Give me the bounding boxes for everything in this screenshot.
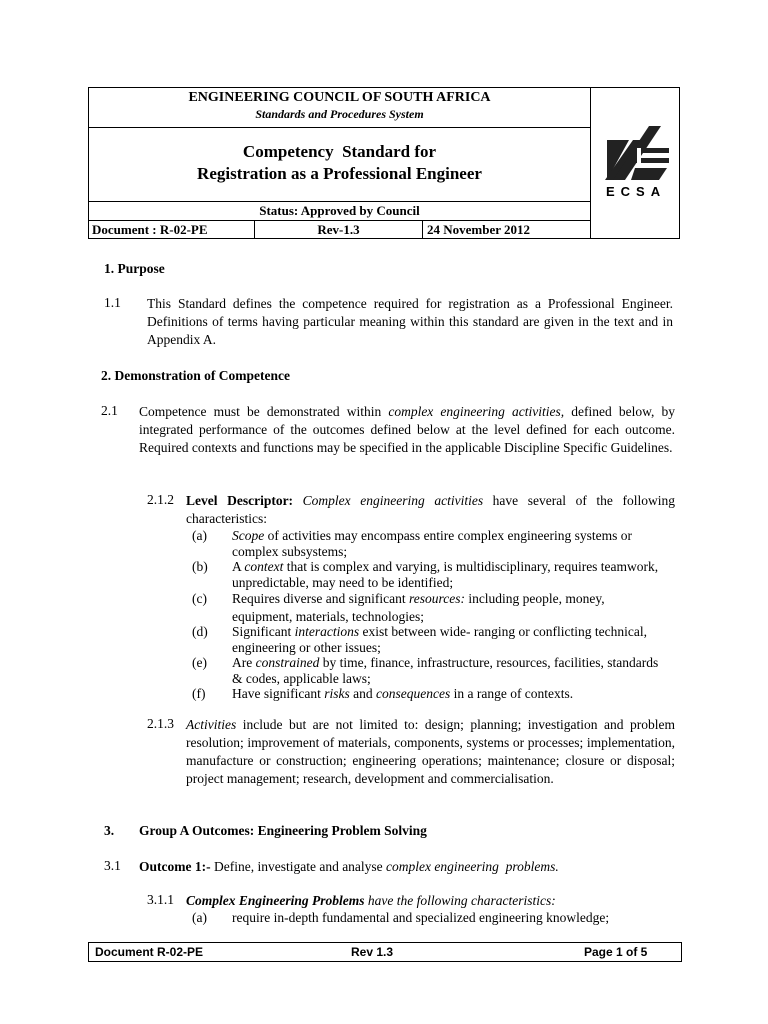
footer-page: Page 1 of 5 — [584, 945, 648, 959]
activities-term: Activities — [186, 717, 237, 732]
list-pre: Requires diverse and significant — [232, 591, 409, 606]
list-term: risks — [324, 686, 350, 701]
clause-3-1-number: 3.1 — [104, 858, 121, 873]
clause-2-1-number: 2.1 — [101, 403, 118, 418]
document-info-row — [89, 220, 591, 239]
status-text: Status: Approved by Council — [89, 202, 591, 220]
clause-3-1-1-a-text: require in-depth fundamental and specialized engineering knowledge; — [232, 910, 610, 925]
list-term: interactions — [294, 624, 360, 639]
list-marker: (e) — [192, 655, 207, 670]
list-pre: A — [232, 559, 245, 574]
outcome-1-term: complex engineering problems. — [386, 859, 559, 874]
section-3-number: 3. — [104, 823, 115, 838]
clause-2-1-text — [139, 403, 675, 457]
list-term: constrained — [255, 655, 320, 670]
clause-2-1-2-text — [186, 492, 675, 528]
list-text: of activities may encompass entire complex engineering systems or complex subsystems; — [232, 528, 633, 559]
section-2-heading: 2. Demonstration of Competence — [101, 368, 290, 383]
system-name: Standards and Procedures System — [255, 107, 424, 121]
clause-2-1-3-text — [186, 716, 675, 788]
list-item-text — [232, 528, 662, 560]
revision: Rev-1.3 — [255, 221, 423, 239]
list-item-text — [232, 624, 662, 656]
complex-problems-rest: have the following characteristics: — [364, 893, 556, 908]
clause-1-1-number: 1.1 — [104, 295, 121, 310]
level-descriptor-term: Complex engineering activities — [302, 493, 484, 508]
list-marker: (a) — [192, 528, 207, 543]
list-item-text — [232, 686, 662, 702]
list-marker: (f) — [192, 686, 206, 701]
level-descriptor-rest: have several of the following characteristics: — [186, 493, 676, 526]
list-item-text — [232, 559, 662, 591]
footer-document: Document R-02-PE — [95, 945, 204, 959]
section-3-heading: Group A Outcomes: Engineering Problem Solving — [139, 823, 427, 838]
list-item-text — [232, 655, 662, 687]
list-text: by time, finance, infrastructure, resources, facilities, standards & codes, applicable laws; — [232, 655, 659, 686]
title-line-1: Competency Standard for — [242, 142, 437, 161]
clause-2-1-3-number: 2.1.3 — [147, 716, 174, 731]
list-item-text — [232, 590, 662, 626]
clause-1-1-text: This Standard defines the competence required for registration as a Professional Engineer. Definitions of terms having particular meaning within this standard are given in the text and in Appendix A. — [147, 296, 673, 347]
list-pre: Have significant — [232, 686, 325, 701]
outcome-1-label: Outcome 1:- — [139, 859, 211, 874]
page-footer — [88, 942, 682, 962]
list-term-2: consequences — [376, 686, 451, 701]
clause-3-1-1-text — [186, 892, 675, 910]
list-term: Scope — [232, 528, 265, 543]
clause-2-1-part-a: Competence must be demonstrated within — [139, 404, 389, 419]
list-marker: (b) — [192, 559, 208, 574]
complex-problems-term: Complex Engineering Problems — [186, 893, 365, 908]
clause-3-1-1-number: 3.1.1 — [147, 892, 174, 907]
clause-3-1-text — [139, 858, 675, 876]
document-number: Document : R-02-PE — [89, 221, 255, 239]
organisation-cell — [89, 88, 591, 128]
clause-2-1-2-number: 2.1.2 — [147, 492, 174, 507]
outcome-1-text: Define, investigate and analyse — [210, 859, 387, 874]
list-pre: Are — [232, 655, 256, 670]
document-date: 24 November 2012 — [427, 222, 531, 237]
list-marker: (d) — [192, 624, 208, 639]
list-term: context — [244, 559, 284, 574]
list-post: in a range of contexts. — [450, 686, 574, 701]
list-marker: (c) — [192, 591, 207, 606]
section-1-heading: 1. Purpose — [104, 261, 165, 276]
clause-3-1-1-a-marker: (a) — [192, 910, 207, 925]
list-pre: Significant — [232, 624, 295, 639]
list-text: including people, money, equipment, materials, technologies; — [232, 591, 605, 624]
clause-2-1-term: complex engineering activities, — [388, 404, 565, 419]
list-term: resources: — [408, 591, 465, 606]
level-descriptor-label: Level Descriptor: — [186, 493, 294, 508]
activities-rest: include but are not limited to: design; planning; investigation and problem resolution; improvement of materials, components, systems or processes; implementation, manufacture or construction; engineering operations; maintenance; closure or disposal; project management; research, development and commercialisation. — [186, 717, 675, 786]
ecsa-logo-text: ECSA — [606, 184, 667, 199]
list-text: exist between wide- ranging or conflicting technical, engineering or other issues; — [232, 624, 648, 655]
list-text: that is complex and varying, is multidisciplinary, requires teamwork, unpredictable, may need to be identified; — [232, 559, 659, 590]
organisation-name: ENGINEERING COUNCIL OF SOUTH AFRICA — [188, 90, 491, 105]
title-line-2: Registration as a Professional Engineer — [197, 164, 482, 183]
document-title — [89, 128, 591, 202]
footer-revision: Rev 1.3 — [351, 945, 394, 959]
list-text: and — [349, 686, 376, 701]
document-header-table — [88, 87, 680, 239]
clause-2-1-part-c: defined below, by integrated performance of the outcomes defined below at the level defined for each outcome. Required contexts and functions may be specified in the applicable Discipline Specific Guidelines. — [139, 404, 675, 455]
